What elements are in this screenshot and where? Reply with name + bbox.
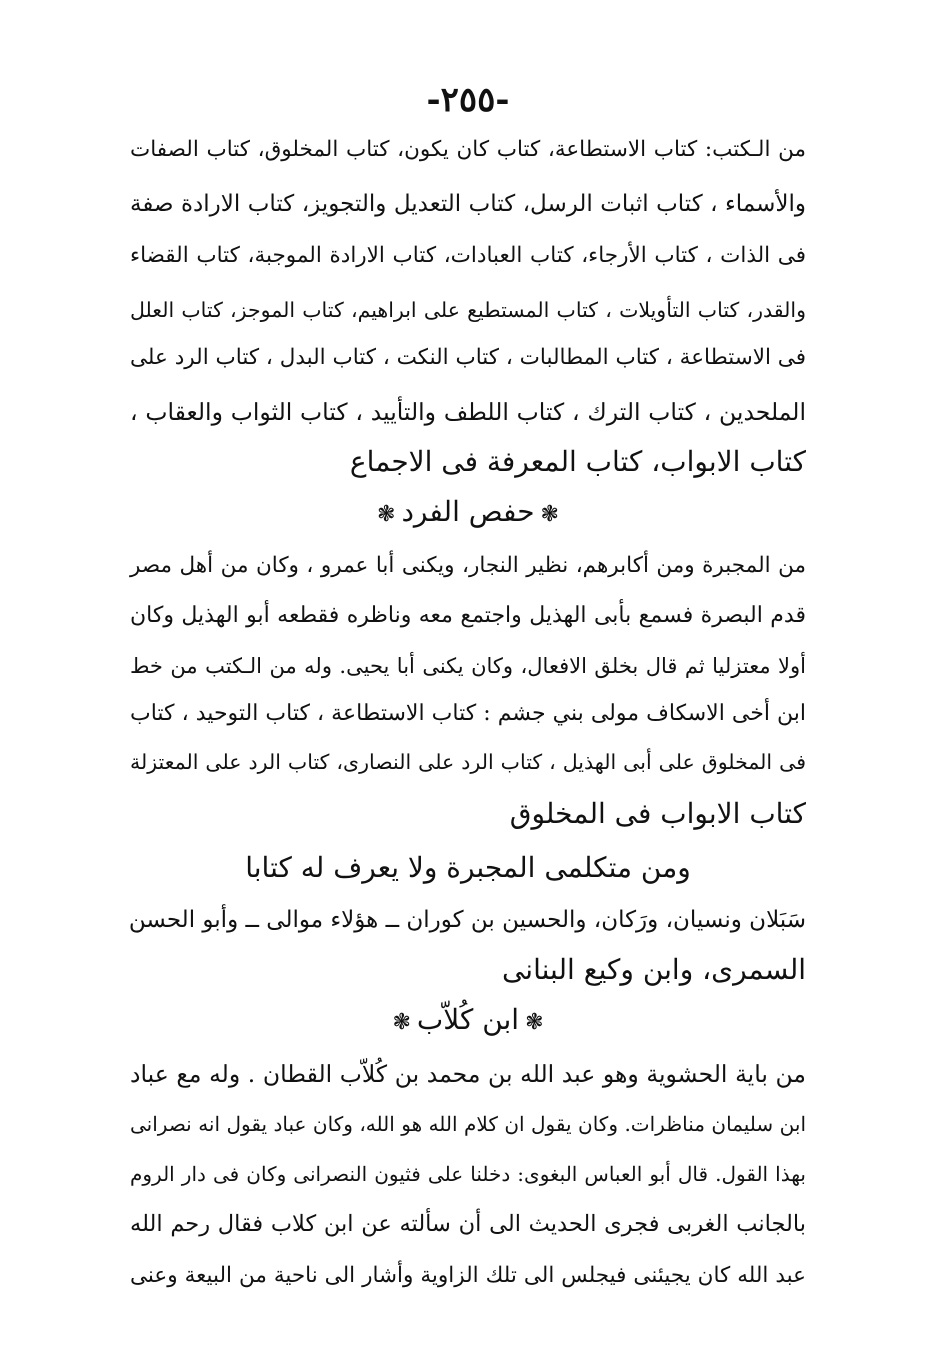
text-line: فى الاستطاعة ، كتاب المطالبات ، كتاب النكت ، كتاب البدل ، كتاب الرد على [130,345,806,370]
heading-text: ابن كُلاّب [416,1003,520,1036]
page-number: -٢٥٥- [426,80,510,120]
ornament-icon: ❃ [377,502,396,527]
text-line: والأسماء ، كتاب اثبات الرسل، كتاب التعديل والتجويز، كتاب الارادة صفة [130,191,806,217]
text-line: السمرى، وابن وكيع البنانى [501,953,806,986]
text-line: ابن أخى الاسكاف مولى بني جشم : كتاب الاستطاعة ، كتاب التوحيد ، كتاب [130,701,806,726]
text-line: من باية الحشوية وهو عبد الله بن محمد بن كُلاّب القطان . وله مع عباد [130,1060,806,1088]
text-line: عبد الله كان يجيئنى فيجلس الى تلك الزاوية وأشار الى ناحية من البيعة وعنى [130,1263,806,1288]
section-heading [0,492,936,532]
text-line: ابن سليمان مناظرات. وكان يقول ان كلام الله هو الله، وكان عباد يقول انه نصرانى [130,1112,806,1136]
ornament-icon: ❃ [540,502,559,527]
text-line: من المجبرة ومن أكابرهم، نظير النجار، ويكنى أبا عمرو ، وكان من أهل مصر [130,553,806,578]
heading-text: حفص الفرد [401,495,535,528]
text-line: قدم البصرة فسمع بأبى الهذيل واجتمع معه وناظره فقطعه أبو الهذيل وكان [130,603,806,628]
text-line: فى الذات ، كتاب الأرجاء، كتاب العبادات، كتاب الارادة الموجبة، كتاب القضاء [130,243,806,268]
text-line: سَبَلان ونسيان، ورَكان، والحسين بن كوران ــ هؤلاء موالى ــ وأبو الحسن [128,907,806,933]
text-line: بالجانب الغربى فجرى الحديث الى أن سألته عن ابن كلاب فقال رحم الله [130,1211,806,1237]
text-line: كتاب الابواب، كتاب المعرفة فى الاجماع [349,445,806,478]
ornament-icon: ❃ [392,1010,411,1035]
text-line: فى المخلوق على أبى الهذيل ، كتاب الرد على النصارى، كتاب الرد على المعتزلة [130,750,806,774]
ornament-icon: ❃ [525,1010,544,1035]
text-line: الملحدين ، كتاب الترك ، كتاب اللطف والتأييد ، كتاب الثواب والعقاب ، [130,398,806,426]
text-line: كتاب الابواب فى المخلوق [509,797,806,830]
sub-heading: ومن متكلمى المجبرة ولا يعرف له كتابا [245,851,691,884]
text-line: والقدر، كتاب التأويلات ، كتاب المستطيع على ابراهيم، كتاب الموجز، كتاب العلل [130,298,806,322]
text-line: بهذا القول. قال أبو العباس البغوى: دخلنا على فثيون النصرانى وكان فى دار الروم [130,1162,806,1186]
section-heading [0,1000,936,1040]
text-line: أولا معتزليا ثم قال بخلق الافعال، وكان يكنى أبا يحيى. وله من الـكتب من خط [130,654,806,678]
text-line: من الـكتب: كتاب الاستطاعة، كتاب كان يكون، كتاب المخلوق، كتاب الصفات [130,137,806,162]
